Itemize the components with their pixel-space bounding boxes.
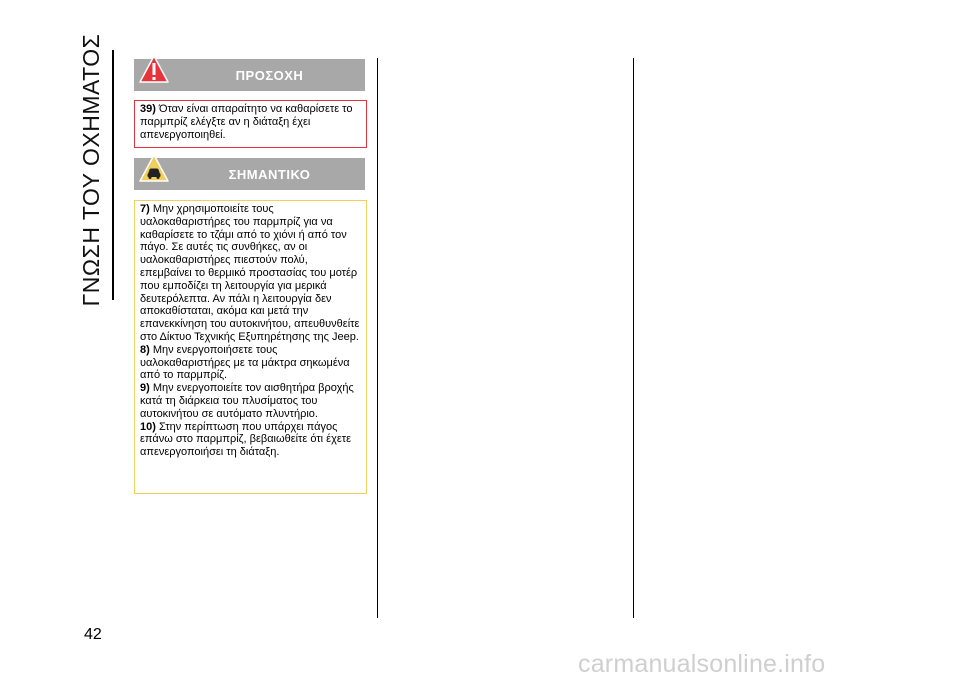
section-title-rule [112,50,114,300]
warning-header [134,59,365,91]
car-caution-icon [139,154,169,182]
important-item-text: Μην ενεργοποιήσετε τους υαλοκαθαριστήρες με τα μάκτρα σηκωμένα από το παρμπρίζ. [140,343,350,382]
important-item-text: Μην ενεργοποιείτε τον αισθητήρα βροχής κατά τη διάρκεια του πλυσίματος του αυτοκινήτου σε αυτόματο πλυντήριο. [140,382,354,420]
important-title: ΣΗΜΑΝΤΙΚΟ [228,166,311,182]
important-item [140,382,361,420]
warning-body [134,100,367,148]
warning-item [140,103,361,141]
important-body [134,200,367,494]
important-item-number: 7) [140,203,150,215]
warning-item-text: Όταν είναι απαραίτητο να καθαρίσετε το παρμπρίζ ελέγξτε αν η διάταξη έχει απενεργοποιηθεί. [140,103,353,141]
important-item-text: Στην περίπτωση που υπάρχει πάγος επάνω στο παρμπρίζ, βεβαιωθείτε ότι έχετε απενεργοποιήσει τη διάταξη. [140,420,351,459]
column-divider-right [633,58,634,618]
section-title: ΓΝΩΣΗ ΤΟΥ ΟΧΗΜΑΤΟΣ [77,33,104,307]
important-item [140,203,361,344]
column-divider-left [377,58,378,618]
warning-item-number: 39) [140,103,156,115]
watermark: carmanualsonline.info [578,650,826,678]
important-item-text: Μην χρησιμοποιείτε τους υαλοκαθαριστήρες του παρμπρίζ για να καθαρίσετε το τζάμι από το χιόνι ή από τον πάγο. Σε αυτές τις συνθήκες, αν οι υαλοκαθαριστήρες πιεστούν πολύ, επεμβαίνει το θερμικό προστασίας του μοτέρ που εμποδίζει τη λειτουργία για μερικά δευτερόλεπτα. Αν πάλι η λειτουργία δεν αποκαθίσταται, ακόμα και μετά την επανεκκίνηση του αυτοκινήτου, απευθυνθείτε στο Δίκτυο Τεχνικής Εξυπηρέτησης της Jeep. [140,203,360,343]
warning-title: ΠΡΟΣΟΧΗ [235,67,304,83]
important-item [140,344,361,382]
important-item-number: 9) [140,382,150,395]
important-header [134,158,365,190]
page-number: 42 [84,626,102,643]
warning-exclamation-icon [139,55,169,83]
important-item-number: 10) [140,420,156,433]
important-item-number: 8) [140,343,150,356]
important-item [140,421,361,459]
